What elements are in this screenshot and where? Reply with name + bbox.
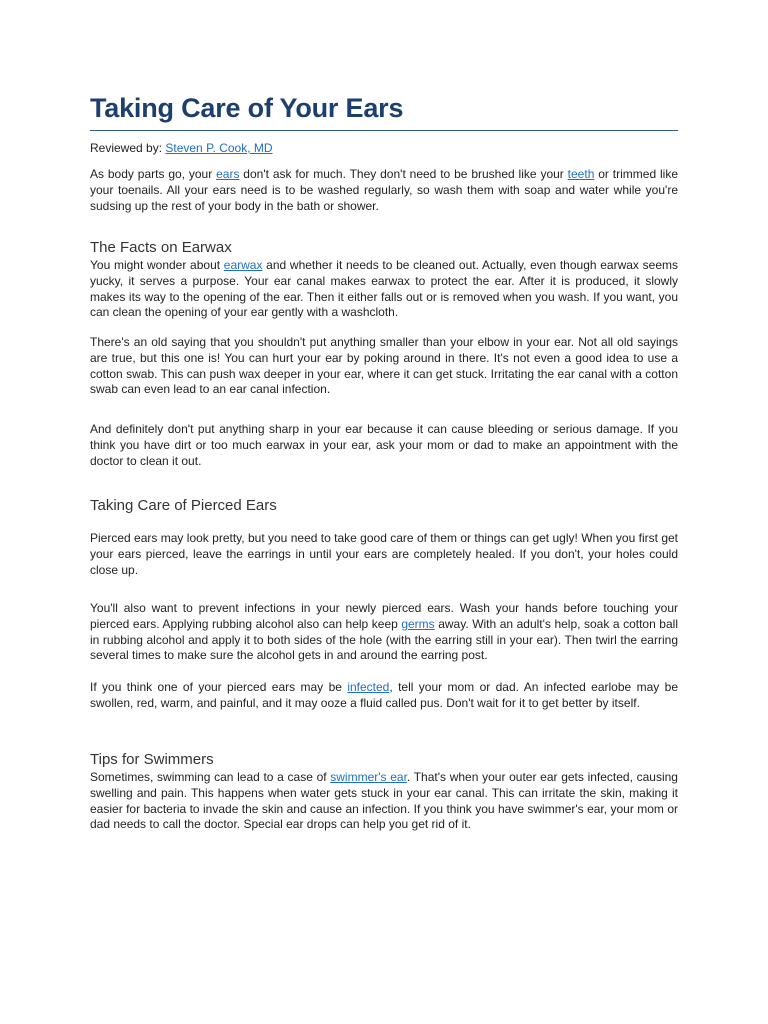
reviewer-link[interactable]: Steven P. Cook, MD: [165, 141, 273, 155]
intro-text-1: As body parts go, your: [90, 167, 217, 181]
earwax-p1-text-2: and whether it needs to be cleaned out. Actually, even though earwax seems yucky, it serves a purpose. Your ear canal makes earwax to protect the ear. After it is produced, it slowly makes its way to the opening of the ear. Then it either falls out or is removed when you wash. If you want, you can clean the opening of your ear gently with a washcloth.: [90, 258, 678, 320]
pierced-p3-text-1: If you think one of your pierced ears may be: [90, 680, 348, 694]
pierced-ears-heading: Taking Care of Pierced Ears: [90, 497, 277, 514]
germs-link[interactable]: germs: [401, 616, 435, 631]
swimmers-paragraph: [90, 770, 678, 833]
intro-text-2: don't ask for much. They don't need to be brushed like your: [239, 167, 568, 181]
page-title: Taking Care of Your Ears: [90, 93, 404, 123]
infected-link[interactable]: infected: [347, 680, 390, 694]
earwax-paragraph-3: And definitely don't put anything sharp in your ear because it can cause bleeding or serious damage. If you think you have dirt or too much earwax in your ear, ask your mom or dad to make an appointment with the doctor to clean it out.: [90, 422, 678, 468]
reviewed-by-label: Reviewed by:: [90, 141, 166, 155]
title-divider: [90, 130, 678, 131]
earwax-paragraph-1: [90, 258, 678, 321]
pierced-p2-text-2: away. With an adult's help, soak a cotton ball in rubbing alcohol and apply it to both sides of the hole (with the earring still in your ear). Then twirl the earring several times to make sure the alcohol gets in and around the earring post.: [90, 616, 678, 663]
reviewed-by-line: [90, 141, 273, 156]
intro-paragraph: [90, 167, 678, 214]
earwax-p1-text-1: You might wonder about: [90, 258, 224, 272]
earwax-link[interactable]: earwax: [223, 258, 263, 272]
swimmers-text-2: . That's when your outer ear gets infected, causing swelling and pain. This happens when water gets stuck in your ear canal. This can irritate the skin, making it easier for bacteria to invade the skin and cause an infection. If you think you have swimmer's ear, your mom or dad needs to call the doctor. Special ear drops can help you get rid of it.: [90, 770, 678, 832]
earwax-heading: The Facts on Earwax: [90, 239, 232, 256]
intro-text-3: or trimmed like your toenails. All your ears need is to be washed regularly, so wash them with soap and water while you're sudsing up the rest of your body in the bath or shower.: [90, 167, 679, 213]
pierced-p2-text-1: You'll also want to prevent infections in your newly pierced ears. Wash your hands before touching your pierced ears. Applying rubbing alcohol also can help keep: [90, 601, 678, 631]
pierced-p3-text-2: , tell your mom or dad. An infected earlobe may be swollen, red, warm, and painful, and it may ooze a fluid called pus. Don't wait for it to get better by itself.: [90, 680, 678, 710]
pierced-paragraph-2: [90, 601, 678, 664]
ears-link[interactable]: ears: [216, 167, 240, 181]
pierced-paragraph-3: [90, 680, 678, 712]
earwax-paragraph-2: There's an old saying that you shouldn't put anything smaller than your elbow in your ear. Not all old sayings are true, but this one is! You can hurt your ear by poking around in there. It's not even a good idea to use a cotton swab. This can push wax deeper in your ear, where it can get stuck. Irritating the ear canal with a cotton swab can even lead to an ear canal infection.: [90, 335, 678, 397]
swimmers-ear-link[interactable]: swimmer's ear: [330, 770, 407, 784]
swimmers-text-1: Sometimes, swimming can lead to a case of: [90, 770, 331, 784]
swimmers-heading: Tips for Swimmers: [90, 751, 214, 768]
teeth-link[interactable]: teeth: [567, 167, 595, 181]
pierced-paragraph-1: Pierced ears may look pretty, but you need to take good care of them or things can get ugly! When you first get your ears pierced, leave the earrings in until your ears are completely healed. If you don't, your holes could close up.: [90, 531, 678, 577]
